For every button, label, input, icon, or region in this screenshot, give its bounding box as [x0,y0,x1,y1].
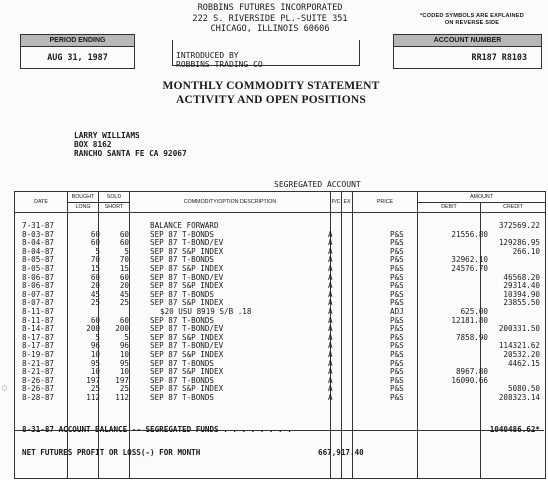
col-divider [352,212,353,478]
row-date: 8-06-87 [22,281,55,291]
header-credit: CREDIT [503,204,523,210]
row-exchange: A [328,238,333,248]
row-price: P&S [390,272,404,282]
row-bought: 25 [90,384,100,394]
row-exchange: A [328,324,333,334]
account-number-box [393,34,542,69]
account-balance-line [22,425,292,434]
row-bought: 10 [90,349,100,359]
row-exchange: A [328,263,333,273]
coded-note-line2: ON REVERSE SIDE [444,20,500,26]
header-bought: BOUGHT [71,194,95,200]
row-exchange: A [328,384,333,394]
row-bought: 200 [86,324,100,334]
row-description: SEP 87 T-BONDS [150,289,215,299]
balance-label: ACCOUNT BALANCE -- SEGREGATED FUNDS [58,425,219,434]
row-credit: 10394.90 [503,289,540,299]
row-bought: 60 [90,229,100,239]
row-bought: 5 [95,332,100,342]
account-balance-value: 1040486.62* [489,425,540,434]
coded-note-line1: *CODED SYMBOLS ARE EXPLAINED [420,13,524,19]
row-credit: 5080.50 [507,384,540,394]
row-description: SEP 87 S&P INDEX [150,298,224,308]
row-price: P&S [390,358,404,368]
row-credit: 129286.95 [498,238,540,248]
row-date: 8-21-87 [22,358,55,368]
row-debit: 24576.70 [451,263,488,273]
header-ex: EX [342,192,353,212]
row-bought: 15 [90,263,100,273]
header-short: SHORT [104,204,124,210]
row-credit: 266.10 [512,246,540,256]
row-bought: 70 [90,255,100,265]
header-sold: SOLD [106,194,122,200]
row-sold: 25 [119,384,129,394]
introduced-by-label: INTRODUCED BY [176,51,239,60]
row-bought: 197 [86,375,100,385]
row-description: SEP 87 T-BOND/EV [150,324,224,334]
row-description: SEP 87 T-BONDS [150,358,215,368]
row-exchange: A [328,306,333,316]
row-description: SEP 87 T-BONDS [150,375,215,385]
row-exchange: A [328,255,333,265]
row-price: P&S [390,392,404,402]
row-date: 8-19-87 [22,349,55,359]
row-price: P&S [390,255,404,265]
row-exchange: A [328,229,333,239]
row-exchange: A [328,349,333,359]
row-sold: 95 [119,358,129,368]
header-price: PRICE [353,192,418,212]
row-date: 8-03-87 [22,229,55,239]
row-sold: 20 [119,281,129,291]
mailing-address [74,131,187,158]
header-long: LONG [75,204,91,210]
row-credit: 114321.62 [498,341,540,351]
statement-title [140,80,402,107]
row-date: 8-07-87 [22,298,55,308]
row-price: ADJ [390,306,404,316]
row-debit: 32962.10 [451,255,488,265]
firm-header [172,3,368,35]
row-date: 8-14-87 [22,324,55,334]
row-description: SEP 87 T-BOND/EV [150,272,224,282]
row-exchange: A [328,289,333,299]
row-sold: 10 [119,367,129,377]
row-description: SEP 87 T-BOND/EV [150,341,224,351]
row-debit: 21556.80 [451,229,488,239]
row-sold: 5 [124,246,129,256]
row-price: P&S [390,375,404,385]
row-exchange: A [328,392,333,402]
row-price: P&S [390,341,404,351]
row-bought: 95 [90,358,100,368]
row-price: P&S [390,289,404,299]
row-sold: 25 [119,298,129,308]
row-bought: 112 [86,392,100,402]
row-exchange: A [328,341,333,351]
table-header [14,191,546,213]
row-sold: 60 [119,229,129,239]
period-ending-label: PERIOD ENDING [21,35,134,47]
row-bought: 20 [90,281,100,291]
header-pc: P/C [331,192,342,212]
row-sold: 15 [119,263,129,273]
row-credit: 4462.15 [507,358,540,368]
firm-name: ROBBINS FUTURES INCORPORATED [197,3,343,13]
row-exchange: A [328,272,333,282]
binder-hole-mark: ◌ [2,383,7,392]
row-description: SEP 87 S&P INDEX [150,281,224,291]
row-sold: 5 [124,332,129,342]
row-price: P&S [390,332,404,342]
row-date: 8-11-87 [22,306,55,316]
client-city: RANCHO SANTA FE CA 92067 [74,149,187,158]
col-divider [129,212,130,478]
row-description: SEP 87 T-BOND/EV [150,238,224,248]
row-bought: 60 [90,238,100,248]
row-bought: 10 [90,367,100,377]
row-description: SEP 87 S&P INDEX [150,384,224,394]
coded-symbols-note [402,13,542,27]
row-description: SEP 87 T-BONDS [150,229,215,239]
row-price: P&S [390,238,404,248]
row-bought: 45 [90,289,100,299]
row-description: SEP 87 S&P INDEX [150,246,224,256]
net-profit-label: NET FUTURES PROFIT OR LOSS(-) FOR MONTH [22,448,201,457]
row-exchange: A [328,367,333,377]
row-description: SEP 87 T-BONDS [150,392,215,402]
row-date: 8-07-87 [22,289,55,299]
row-description: BALANCE FORWARD [150,221,219,230]
row-exchange: A [328,281,333,291]
row-sold: 112 [115,392,129,402]
row-credit: 20532.20 [503,349,540,359]
row-price: P&S [390,246,404,256]
firm-city: CHICAGO, ILLINOIS 60606 [210,24,330,34]
net-profit-value: 667,917.40 [318,448,364,457]
row-price: P&S [390,298,404,308]
row-bought: 25 [90,298,100,308]
row-sold: 197 [115,375,129,385]
row-exchange: A [328,358,333,368]
statement-title-line1: MONTHLY COMMODITY STATEMENT [162,80,380,92]
row-date: 8-26-87 [22,375,55,385]
row-exchange: A [328,375,333,385]
row-date: 8-06-87 [22,272,55,282]
row-date: 8-21-87 [22,367,55,377]
header-debit: DEBIT [418,203,481,212]
row-sold: 45 [119,289,129,299]
segregated-account-label: SEGREGATED ACCOUNT [274,180,361,189]
row-exchange: A [328,298,333,308]
row-price: P&S [390,324,404,334]
row-date: 7-31-87 [22,221,55,230]
row-price: P&S [390,384,404,394]
account-number-label: ACCOUNT NUMBER [394,35,541,47]
row-sold: 70 [119,255,129,265]
row-price: P&S [390,315,404,325]
row-price: P&S [390,229,404,239]
row-date: 8-17-87 [22,341,55,351]
row-date: 8-17-87 [22,332,55,342]
row-sold: 60 [119,238,129,248]
row-price: P&S [390,281,404,291]
row-credit: 29314.40 [503,281,540,291]
client-name: LARRY WILLIAMS [74,131,140,140]
introduced-by [176,51,263,69]
row-sold: 200 [115,324,129,334]
client-box: BOX 8162 [74,140,112,149]
introducing-broker: ROBBINS TRADING CO [176,60,263,69]
header-amount: AMOUNT [418,192,545,203]
row-credit: 208323.14 [498,392,540,402]
balance-date: 8-31-87 [22,425,55,434]
period-ending-box [20,34,135,69]
row-bought: 96 [90,341,100,351]
row-debit: 16090.66 [451,375,488,385]
row-bought: 5 [95,246,100,256]
row-credit: 23855.50 [503,298,540,308]
row-debit: 12181.80 [451,315,488,325]
col-divider [67,212,68,478]
row-price: P&S [390,367,404,377]
row-description: SEP 87 T-BONDS [150,315,215,325]
row-description: SEP 87 S&P INDEX [150,367,224,377]
row-price: P&S [390,263,404,273]
row-credit: 46568.20 [503,272,540,282]
account-number-value: RR187 R8103 [471,52,527,62]
header-description: COMMODITY/OPTION DESCRIPTION [130,192,331,212]
row-date: 8-26-87 [22,384,55,394]
row-date: 8-11-87 [22,315,55,325]
row-description: $20 USU 8919 S/B .18 [160,306,252,316]
col-divider [341,212,342,478]
row-debit: 625.00 [460,306,488,316]
row-credit: 372569.22 [498,221,540,230]
row-exchange: A [328,315,333,325]
row-date: 8-05-87 [22,255,55,265]
row-date: 8-05-87 [22,263,55,273]
row-date: 8-04-87 [22,246,55,256]
row-debit: 8967.80 [455,367,488,377]
col-divider [417,212,418,478]
row-date: 8-28-87 [22,392,55,402]
row-price: P&S [390,349,404,359]
row-sold: 60 [119,315,129,325]
row-sold: 10 [119,349,129,359]
row-sold: 96 [119,341,129,351]
firm-street: 222 S. RIVERSIDE PL.-SUITE 351 [192,13,348,24]
row-credit: 200331.50 [498,324,540,334]
row-exchange: A [328,332,333,342]
row-debit: 7858.90 [455,332,488,342]
row-date: 8-04-87 [22,238,55,248]
header-date: DATE [15,192,68,212]
row-sold: 60 [119,272,129,282]
balance-leaders: . . . . . . . . [223,425,292,434]
row-description: SEP 87 S&P INDEX [150,263,224,273]
row-bought: 60 [90,315,100,325]
row-description: SEP 87 S&P INDEX [150,332,224,342]
row-description: SEP 87 S&P INDEX [150,349,224,359]
row-bought: 60 [90,272,100,282]
row-exchange: A [328,246,333,256]
row-description: SEP 87 T-BONDS [150,255,215,265]
period-ending-value: AUG 31, 1987 [47,52,108,62]
statement-title-line2: ACTIVITY AND OPEN POSITIONS [176,93,366,106]
